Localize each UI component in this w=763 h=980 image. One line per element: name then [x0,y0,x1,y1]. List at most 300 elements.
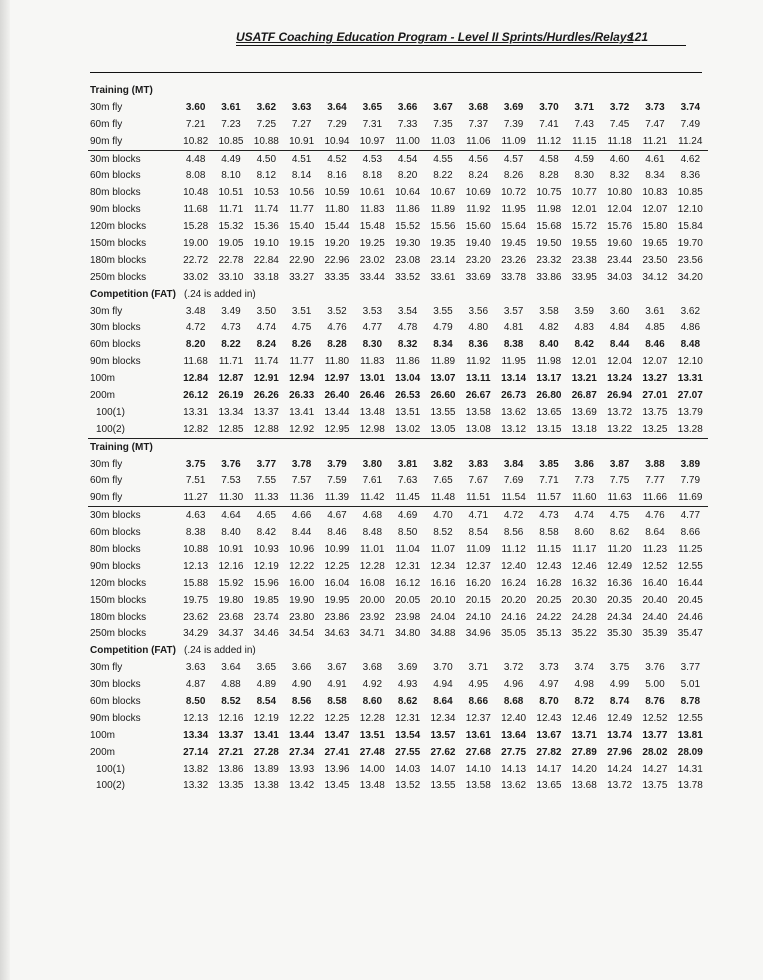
time-cell: 5.00 [645,679,665,691]
row-label: 250m blocks [90,628,147,640]
row-label: 100m [90,729,116,741]
time-cell: 13.67 [536,729,562,741]
row-label: 180m blocks [90,254,147,266]
table-row [88,744,708,761]
time-cell: 8.64 [645,527,665,539]
time-cell: 3.54 [397,305,418,317]
time-cell: 13.44 [324,406,350,418]
time-cell: 8.66 [680,527,701,539]
time-cell: 12.46 [571,560,597,572]
time-cell: 10.80 [607,187,633,199]
row-label: 90m fly [88,489,178,506]
time-cell: 10.96 [289,543,315,555]
time-cell: 10.82 [178,133,213,150]
time-cell: 27.41 [324,746,350,758]
time-cell: 14.07 [430,763,456,775]
time-cell: 16.16 [430,577,456,589]
time-cell: 3.87 [609,458,630,470]
time-cell: 8.18 [362,170,383,182]
time-cell: 33.10 [218,271,244,283]
time-cell: 16.12 [395,577,421,589]
time-cell: 22.96 [324,254,350,266]
time-cell: 8.46 [645,339,665,351]
time-cell: 3.65 [256,662,277,674]
time-cell: 26.19 [218,389,244,401]
time-cell: 4.73 [221,322,241,334]
time-cell: 8.44 [609,339,630,351]
time-cell: 12.43 [536,712,562,724]
time-cell: 23.50 [642,254,668,266]
time-cell: 12.87 [218,373,244,385]
time-cell: 11.92 [466,356,491,368]
time-cell: 8.34 [645,170,665,182]
time-cell: 19.35 [430,237,456,249]
table-row [88,99,708,116]
time-cell: 24.46 [677,611,703,623]
time-cell: 13.07 [430,373,456,385]
time-cell: 4.96 [503,679,524,691]
time-cell: 13.75 [642,780,668,792]
row-label: 100(2) [88,421,178,438]
time-cell: 12.82 [178,421,213,438]
time-cell: 7.57 [291,475,312,487]
time-cell: 15.80 [642,221,668,233]
time-cell: 23.56 [677,254,703,266]
time-cell: 4.86 [680,322,701,334]
row-label: 90m blocks [90,204,141,216]
time-cell: 16.00 [289,577,315,589]
time-cell: 3.71 [468,662,489,674]
time-cell: 3.69 [397,662,418,674]
row-label: 90m blocks [90,560,141,572]
time-cell: 8.38 [185,527,206,539]
time-cell: 16.44 [677,577,703,589]
time-cell: 4.77 [680,510,701,522]
section-note: (.24 is added in) [184,288,256,300]
time-cell: 24.10 [465,611,491,623]
time-cell: 8.48 [362,527,383,539]
time-cell: 3.80 [362,458,383,470]
time-cell: 10.77 [571,187,597,199]
time-cell: 12.25 [324,712,350,724]
time-cell: 15.84 [677,221,703,233]
time-cell: 13.57 [430,729,456,741]
time-cell: 3.74 [680,101,701,113]
time-cell: 27.34 [289,746,315,758]
time-cell: 15.96 [253,577,279,589]
time-cell: 19.75 [183,594,209,606]
section-header [88,286,708,303]
time-cell: 19.20 [324,237,350,249]
time-cell: 13.37 [253,406,279,418]
time-cell: 19.45 [501,237,527,249]
time-cell: 11.20 [607,543,632,555]
time-cell: 7.61 [362,475,383,487]
time-cell: 26.26 [253,389,279,401]
time-cell: 4.70 [433,510,453,522]
time-cell: 4.75 [291,322,312,334]
time-cell: 3.53 [362,305,383,317]
time-cell: 27.21 [218,746,244,758]
time-cell: 16.04 [324,577,350,589]
time-cell: 3.77 [256,458,277,470]
time-cell: 19.55 [571,237,597,249]
row-label: 250m blocks [90,271,147,283]
time-cell: 13.35 [218,780,244,792]
time-cell: 3.51 [291,305,312,317]
time-cell: 11.21 [637,133,672,150]
time-cell: 33.44 [359,271,385,283]
time-cell: 3.76 [221,458,241,470]
time-cell: 3.70 [539,101,559,113]
time-cell: 7.51 [185,475,206,487]
time-cell: 15.72 [571,221,597,233]
time-cell: 7.45 [609,118,630,130]
time-cell: 11.30 [213,489,248,506]
time-cell: 8.60 [574,527,594,539]
time-cell: 12.31 [395,712,421,724]
time-cell: 3.63 [185,662,206,674]
time-cell: 15.44 [324,221,350,233]
time-cell: 8.32 [397,339,418,351]
time-cell: 8.40 [221,527,241,539]
time-cell: 33.27 [289,271,315,283]
row-label: 30m fly [90,305,123,317]
time-cell: 7.67 [468,475,489,487]
time-cell: 8.52 [433,527,453,539]
time-cell: 8.46 [327,527,347,539]
table-row [88,116,708,133]
time-cell: 13.17 [536,373,562,385]
time-cell: 4.68 [362,510,383,522]
table-row [88,201,708,218]
time-cell: 10.53 [253,187,279,199]
time-cell: 12.52 [642,560,668,572]
time-cell: 14.20 [571,763,597,775]
time-cell: 19.70 [677,237,703,249]
time-cell: 10.75 [536,187,562,199]
time-cell: 8.10 [221,170,241,182]
time-cell: 3.68 [362,662,383,674]
time-cell: 4.99 [609,679,630,691]
time-cell: 13.21 [571,373,597,385]
time-cell: 27.75 [501,746,527,758]
time-cell: 8.16 [327,170,347,182]
time-cell: 12.13 [183,712,209,724]
time-cell: 15.60 [465,221,491,233]
time-cell: 10.61 [359,187,385,199]
section-header [88,438,708,455]
time-cell: 4.88 [221,679,241,691]
time-cell: 26.40 [324,389,350,401]
time-cell: 26.94 [607,389,633,401]
time-cell: 4.71 [468,510,489,522]
time-cell: 11.23 [642,543,668,555]
time-cell: 10.94 [319,133,354,150]
section-note [178,438,708,455]
time-cell: 11.86 [395,356,420,368]
time-cell: 23.44 [607,254,633,266]
time-cell: 24.40 [642,611,668,623]
time-cell: 11.77 [289,204,314,216]
time-cell: 4.73 [539,510,559,522]
time-cell: 12.92 [284,421,319,438]
time-cell: 12.01 [571,204,597,216]
time-cell: 8.26 [291,339,312,351]
table-row [88,336,708,353]
time-cell: 12.55 [677,560,703,572]
time-cell: 13.37 [218,729,244,741]
time-cell: 8.56 [291,696,312,707]
time-cell: 19.40 [465,237,491,249]
time-cell: 11.06 [461,133,496,150]
time-cell: 14.17 [536,763,562,775]
time-cell: 22.72 [183,254,209,266]
time-cell: 7.65 [433,475,453,487]
time-cell: 13.01 [359,373,385,385]
time-cell: 8.58 [327,696,347,707]
time-cell: 13.58 [465,780,491,792]
time-cell: 3.74 [574,662,594,674]
time-cell: 13.44 [289,729,315,741]
time-cell: 19.65 [642,237,668,249]
time-cell: 12.40 [501,560,527,572]
time-cell: 20.25 [536,594,562,606]
time-cell: 11.15 [536,543,562,555]
time-cell: 19.90 [289,594,315,606]
time-cell: 12.98 [355,421,390,438]
row-label: 120m blocks [90,577,147,589]
row-label: 100(1) [96,406,125,418]
time-cell: 24.28 [571,611,597,623]
time-cell: 11.69 [673,489,708,506]
time-cell: 11.98 [536,356,562,368]
time-cell: 3.61 [645,305,665,317]
time-cell: 15.68 [536,221,562,233]
time-cell: 11.04 [395,543,420,555]
time-cell: 23.68 [218,611,244,623]
time-cell: 19.60 [607,237,633,249]
time-cell: 8.36 [680,170,701,182]
time-cell: 11.71 [218,204,244,216]
section-note [178,82,708,99]
time-cell: 4.55 [433,153,453,165]
time-cell: 4.62 [680,153,701,165]
time-cell: 26.46 [359,389,385,401]
table-row [88,659,708,676]
time-cell: 19.05 [218,237,244,249]
time-cell: 12.13 [183,560,209,572]
row-label: 30m fly [90,458,123,470]
time-cell: 8.50 [397,527,418,539]
time-cell: 23.38 [571,254,597,266]
row-label: 100m [90,373,116,385]
time-cell: 23.62 [183,611,209,623]
time-cell: 26.60 [430,389,456,401]
time-cell: 11.07 [430,543,456,555]
time-cell: 13.54 [395,729,421,741]
time-cell: 15.56 [430,221,456,233]
time-cell: 13.55 [430,406,456,418]
row-label: 80m blocks [90,543,141,555]
time-cell: 7.35 [433,118,453,130]
time-cell: 34.03 [607,271,633,283]
time-cell: 12.28 [359,560,385,572]
time-cell: 7.47 [645,118,665,130]
time-cell: 11.71 [218,356,244,368]
time-cell: 8.66 [468,696,489,707]
time-cell: 3.67 [433,101,453,113]
time-cell: 3.78 [291,458,312,470]
time-cell: 13.34 [218,406,244,418]
time-cell: 13.04 [395,373,421,385]
time-cell: 26.73 [501,389,527,401]
time-cell: 12.22 [289,712,315,724]
time-cell: 8.42 [256,527,277,539]
time-cell: 15.76 [607,221,633,233]
time-cell: 4.54 [397,153,418,165]
time-cell: 16.40 [642,577,668,589]
time-cell: 34.63 [324,628,350,640]
time-cell: 7.71 [539,475,559,487]
time-cell: 13.72 [607,406,633,418]
time-cell: 10.72 [501,187,527,199]
time-cell: 13.79 [677,406,703,418]
time-cell: 10.83 [642,187,668,199]
time-cell: 12.10 [677,204,703,216]
time-cell: 19.10 [253,237,279,249]
table-row [88,184,708,201]
time-cell: 7.75 [609,475,630,487]
time-cell: 13.14 [501,373,527,385]
time-cell: 4.50 [256,153,277,165]
time-cell: 11.33 [249,489,284,506]
time-cell: 4.92 [362,679,383,691]
time-cell: 3.65 [362,101,383,113]
time-cell: 10.97 [355,133,390,150]
time-cell: 15.52 [395,221,421,233]
time-cell: 11.95 [501,204,526,216]
time-cell: 13.32 [183,780,209,792]
row-label: 90m fly [88,133,178,150]
time-cell: 12.85 [213,421,248,438]
time-cell: 4.84 [609,322,630,334]
time-cell: 12.34 [430,560,456,572]
time-cell: 11.51 [461,489,496,506]
time-cell: 12.19 [253,560,279,572]
time-cell: 8.20 [185,339,206,351]
time-cell: 27.68 [465,746,491,758]
time-cell: 4.61 [645,153,665,165]
time-cell: 4.72 [185,322,206,334]
time-cell: 4.53 [362,153,383,165]
time-cell: 11.48 [425,489,460,506]
time-cell: 11.18 [602,133,637,150]
time-cell: 13.28 [673,421,708,438]
time-cell: 13.22 [602,421,637,438]
time-cell: 4.76 [327,322,347,334]
time-cell: 4.64 [221,510,241,522]
time-cell: 4.72 [503,510,524,522]
time-cell: 20.15 [465,594,491,606]
time-cell: 27.62 [430,746,456,758]
time-cell: 3.61 [221,101,241,113]
time-cell: 7.29 [327,118,347,130]
time-cell: 11.77 [289,356,314,368]
time-cell: 13.25 [637,421,672,438]
time-cell: 14.00 [359,763,385,775]
time-cell: 3.59 [574,305,594,317]
time-cell: 15.64 [501,221,527,233]
scan-edge [0,0,10,980]
time-cell: 4.78 [397,322,418,334]
time-cell: 13.93 [289,763,315,775]
time-cell: 12.10 [677,356,703,368]
time-cell: 23.80 [289,611,315,623]
time-cell: 13.11 [466,373,491,385]
time-cell: 4.82 [539,322,559,334]
time-cell: 4.77 [362,322,383,334]
time-cell: 4.79 [433,322,453,334]
time-cell: 4.98 [574,679,594,691]
time-cell: 8.54 [468,527,489,539]
time-cell: 4.65 [256,510,277,522]
time-cell: 27.28 [253,746,279,758]
section-title: Competition (FAT) [90,645,176,657]
time-cell: 8.60 [362,696,383,707]
row-label: 80m blocks [90,187,141,199]
time-cell: 8.22 [221,339,241,351]
time-cell: 3.55 [433,305,453,317]
time-cell: 8.24 [256,339,277,351]
time-cell: 3.57 [503,305,524,317]
table-row [88,319,708,336]
row-label: 60m fly [90,475,123,487]
time-cell: 13.65 [536,780,562,792]
time-cell: 34.29 [183,628,209,640]
table-row [88,252,708,269]
time-cell: 13.52 [395,780,421,792]
time-cell: 7.63 [397,475,418,487]
time-cell: 12.37 [465,712,491,724]
time-cell: 34.80 [395,628,421,640]
table-row [88,133,708,150]
time-cell: 12.97 [324,373,350,385]
time-cell: 12.49 [607,712,633,724]
time-cell: 33.95 [571,271,597,283]
time-cell: 3.67 [327,662,347,674]
table-row [88,456,708,473]
time-cell: 3.71 [574,101,594,113]
time-cell: 11.86 [395,204,420,216]
row-label: 60m blocks [90,339,141,351]
time-cell: 4.66 [291,510,312,522]
row-label: 150m blocks [90,237,147,249]
time-cell: 8.08 [185,170,206,182]
time-cell: 8.38 [503,339,524,351]
time-cell: 4.91 [327,679,347,691]
time-cell: 26.67 [465,389,491,401]
time-cell: 8.14 [291,170,312,182]
time-cell: 10.64 [395,187,421,199]
time-cell: 22.90 [289,254,315,266]
time-cell: 3.68 [468,101,489,113]
time-cell: 13.47 [324,729,350,741]
time-cell: 13.71 [571,729,597,741]
time-cell: 13.38 [253,780,279,792]
time-cell: 12.22 [289,560,315,572]
time-cell: 10.69 [465,187,491,199]
